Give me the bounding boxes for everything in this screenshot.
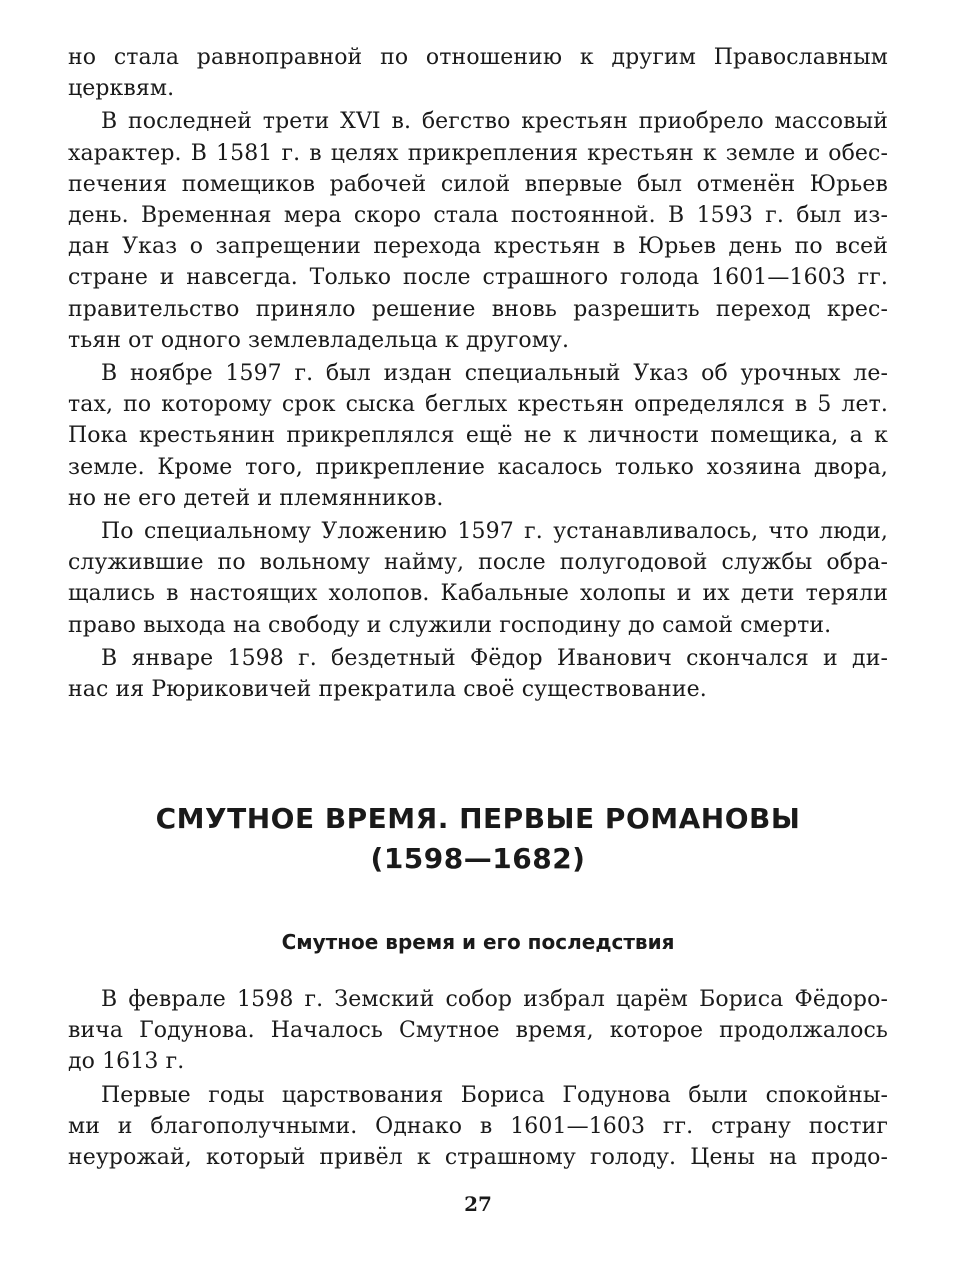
text-line: день. Временная мера скоро стала постоянной. В 1593 г. был из- [68,203,888,229]
page-number: 27 [464,1192,492,1216]
paragraph-urochnye-leta [68,358,888,514]
chapter-title-line-2: (1598—1682) [370,842,586,875]
paragraph-peasant-flight [68,106,888,356]
text-line: тьян от одного землевладельца к другому. [68,327,570,353]
text-line: церквям. [68,76,175,102]
paragraph-dynasty-end [68,643,888,705]
text-line: тах, по которому срок сыска беглых крестьян определялся в 5 лет. [68,392,888,418]
text-line: но не его детей и племянников. [68,485,444,511]
text-line: Первые годы царствования Бориса Годунова были спокойны- [101,1082,888,1108]
text-line: неурожай, который привёл к страшному голоду. Цены на продо- [68,1145,888,1171]
text-line: В январе 1598 г. бездетный Фёдор Иванович скончался и ди- [101,645,888,671]
paragraph-godunov-election [68,984,888,1078]
text-line: право выхода на свободу и служили господину до самой смерти. [68,612,832,638]
text-line: По специальному Уложению 1597 г. устанавливалось, что люди, [101,519,888,545]
text-line: щались в настоящих холопов. Кабальные холопы и их дети теряли [68,581,888,607]
text-line: служившие по вольному найму, после полугодовой службы обра- [68,550,888,576]
paragraph-ulozhenie-1597 [68,516,888,641]
text-line: нас ия Рюриковичей прекратила своё существование. [68,677,707,703]
paragraph-godunov-reign [68,1080,888,1174]
text-line: ми и благополучными. Однако в 1601—1603 гг. страну постиг [68,1113,888,1139]
section-top-text [68,42,888,707]
text-line: характер. В 1581 г. в целях прикрепления крестьян к земле и обес- [68,140,888,166]
text-line: печения помещиков рабочей силой впервые был отменён Юрьев [68,171,888,197]
text-line: В последней трети XVI в. бегство крестьян приобрело массовый [101,109,888,135]
text-line: правительство приняло решение вновь разрешить переход крес- [68,296,888,322]
section-bottom-text [68,984,888,1175]
text-line: стране и навсегда. Только после страшного голода 1601—1603 гг. [68,265,888,291]
text-line: до 1613 г. [68,1049,185,1075]
text-line: но стала равноправной по отношению к другим Православным [68,45,888,70]
text-line: Пока крестьянин прикреплялся ещё не к личности помещика, а к [68,423,888,449]
text-line: вича Годунова. Началось Смутное время, которое продолжалось [68,1018,888,1044]
chapter-title-line-1: СМУТНОЕ ВРЕМЯ. ПЕРВЫЕ РОМАНОВЫ [155,802,801,835]
section-subtitle: Смутное время и его последствия [281,930,675,954]
paragraph-church-continuation [68,42,888,104]
text-line: земле. Кроме того, прикрепление касалось только хозяина двора, [68,454,888,480]
text-line: В феврале 1598 г. Земский собор избрал царём Бориса Фёдоро- [101,987,888,1012]
text-line: В ноябре 1597 г. был издан специальный Указ об урочных ле- [101,361,888,387]
text-line: дан Указ о запрещении перехода крестьян в Юрьев день по всей [68,234,888,260]
